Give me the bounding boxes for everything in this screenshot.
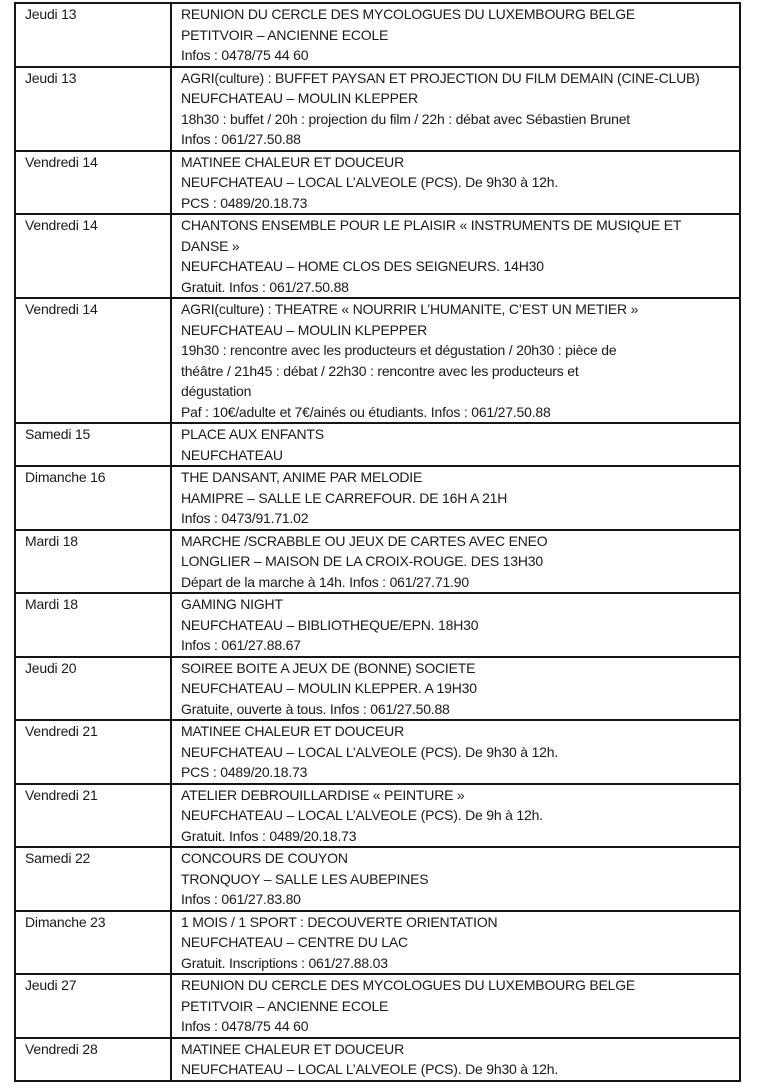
event-line: dégustation	[181, 383, 252, 399]
table-row	[15, 593, 740, 657]
event-line: Gratuite, ouverte à tous. Infos : 061/27.50.88	[181, 700, 450, 717]
event-line: HAMIPRE – SALLE LE CARREFOUR. DE 16H A 21H	[181, 489, 508, 506]
event-line: CHANTONS ENSEMBLE POUR LE PLAISIR « INSTRUMENTS DE MUSIQUE ET	[181, 217, 682, 233]
event-description	[171, 298, 740, 423]
event-line: 18h30 : buffet / 20h : projection du film / 22h : débat avec Sébastien Brunet	[181, 110, 630, 127]
event-description	[171, 911, 740, 975]
event-date: Jeudi 13	[15, 3, 171, 67]
event-line: THE DANSANT, ANIME PAR MELODIE	[181, 469, 423, 485]
event-description	[171, 530, 740, 594]
event-description	[171, 214, 740, 298]
event-date: Vendredi 14	[15, 151, 171, 215]
event-line: GAMING NIGHT	[181, 596, 283, 612]
event-date: Vendredi 21	[15, 720, 171, 784]
event-line: Infos : 061/27.83.80	[181, 891, 301, 907]
event-line: PCS : 0489/20.18.73	[181, 194, 308, 211]
event-date: Dimanche 23	[15, 911, 171, 975]
table-row	[15, 784, 740, 848]
event-date: Samedi 15	[15, 423, 171, 466]
events-table	[14, 2, 741, 1082]
event-line: AGRI(culture) : THEATRE « NOURRIR L’HUMANITE, C’EST UN METIER »	[181, 301, 639, 317]
event-description	[171, 657, 740, 721]
table-row	[15, 214, 740, 298]
table-row	[15, 423, 740, 466]
event-date: Jeudi 27	[15, 974, 171, 1038]
event-line: NEUFCHATEAU – LOCAL L’ALVEOLE (PCS). De 9h à 12h.	[181, 807, 543, 823]
event-description	[171, 593, 740, 657]
event-date: Mardi 18	[15, 530, 171, 594]
event-line: TRONQUOY – SALLE LES AUBEPINES	[181, 870, 429, 887]
table-row	[15, 847, 740, 911]
event-line: Départ de la marche à 14h. Infos : 061/27.71.90	[181, 573, 469, 590]
event-line: Infos : 0478/75 44 60	[181, 47, 309, 63]
event-line: ATELIER DEBROUILLARDISE « PEINTURE »	[181, 786, 465, 803]
table-row	[15, 298, 740, 423]
event-line: AGRI(culture) : BUFFET PAYSAN ET PROJECTION DU FILM DEMAIN (CINE-CLUB)	[181, 69, 700, 86]
event-line: NEUFCHATEAU – CENTRE DU LAC	[181, 934, 408, 950]
table-row	[15, 151, 740, 215]
event-description	[171, 151, 740, 215]
event-line: NEUFCHATEAU – LOCAL L’ALVEOLE (PCS). De 9h30 à 12h.	[181, 743, 559, 760]
events-table-body	[15, 3, 740, 1081]
table-row	[15, 657, 740, 721]
event-line: Infos : 0473/91.71.02	[181, 510, 309, 526]
event-date: Dimanche 16	[15, 466, 171, 530]
event-date: Jeudi 20	[15, 657, 171, 721]
event-line: MATINEE CHALEUR ET DOUCEUR	[181, 153, 404, 170]
event-line: PETITVOIR – ANCIENNE ECOLE	[181, 997, 389, 1014]
event-description	[171, 67, 740, 151]
event-description	[171, 784, 740, 848]
event-line: PETITVOIR – ANCIENNE ECOLE	[181, 26, 389, 43]
event-description	[171, 720, 740, 784]
event-line: PLACE AUX ENFANTS	[181, 426, 324, 442]
event-line: SOIREE BOITE A JEUX DE (BONNE) SOCIETE	[181, 659, 476, 676]
event-line: MARCHE /SCRABBLE OU JEUX DE CARTES AVEC ENEO	[181, 532, 548, 549]
event-line: DANSE »	[181, 237, 240, 254]
event-line: MATINEE CHALEUR ET DOUCEUR	[181, 1040, 404, 1057]
event-line: NEUFCHATEAU – LOCAL L’ALVEOLE (PCS). De 9h30 à 12h.	[181, 174, 559, 190]
event-description	[171, 847, 740, 911]
table-row	[15, 1038, 740, 1081]
event-date: Jeudi 13	[15, 67, 171, 151]
table-row	[15, 466, 740, 530]
table-row	[15, 720, 740, 784]
event-line: PCS : 0489/20.18.73	[181, 764, 308, 780]
event-line: CONCOURS DE COUYON	[181, 850, 348, 866]
event-line: NEUFCHATEAU – MOULIN KLEPPER. A 19H30	[181, 680, 477, 696]
event-date: Vendredi 28	[15, 1038, 171, 1081]
event-line: NEUFCHATEAU – BIBLIOTHEQUE/EPN. 18H30	[181, 616, 479, 633]
event-line: Gratuit. Inscriptions : 061/27.88.03	[181, 954, 388, 971]
event-line: REUNION DU CERCLE DES MYCOLOGUES DU LUXEMBOURG BELGE	[181, 6, 636, 22]
event-description	[171, 423, 740, 466]
table-row	[15, 974, 740, 1038]
event-line: 1 MOIS / 1 SPORT : DECOUVERTE ORIENTATION	[181, 913, 498, 930]
event-date: Vendredi 21	[15, 784, 171, 848]
table-row	[15, 911, 740, 975]
event-line: NEUFCHATEAU	[181, 446, 283, 463]
event-line: Paf : 10€/adulte et 7€/ainés ou étudiants. Infos : 061/27.50.88	[181, 403, 551, 420]
event-description	[171, 466, 740, 530]
event-line: LONGLIER – MAISON DE LA CROIX-ROUGE. DES 13H30	[181, 553, 543, 569]
event-date: Mardi 18	[15, 593, 171, 657]
table-row	[15, 530, 740, 594]
event-description	[171, 974, 740, 1038]
event-line: Gratuit. Infos : 061/27.50.88	[181, 278, 349, 295]
table-row	[15, 67, 740, 151]
event-line: NEUFCHATEAU – MOULIN KLEPPER	[181, 90, 418, 106]
event-line: Infos : 061/27.88.67	[181, 637, 301, 653]
event-date: Vendredi 14	[15, 298, 171, 423]
event-line: NEUFCHATEAU – MOULIN KLPEPPER	[181, 321, 427, 338]
event-description	[171, 1038, 740, 1081]
event-line: Infos : 061/27.50.88	[181, 131, 301, 147]
event-line: 19h30 : rencontre avec les producteurs et dégustation / 20h30 : pièce de	[181, 342, 617, 358]
event-description	[171, 3, 740, 67]
event-line: NEUFCHATEAU – LOCAL L’ALVEOLE (PCS). De 9h30 à 12h.	[181, 1061, 559, 1077]
event-line: Infos : 0478/75 44 60	[181, 1018, 309, 1034]
event-line: MATINEE CHALEUR ET DOUCEUR	[181, 723, 404, 739]
event-date: Vendredi 14	[15, 214, 171, 298]
table-row	[15, 3, 740, 67]
event-line: Gratuit. Infos : 0489/20.18.73	[181, 827, 357, 844]
event-line: théâtre / 21h45 : débat / 22h30 : rencontre avec les producteurs et	[181, 362, 579, 379]
event-line: NEUFCHATEAU – HOME CLOS DES SEIGNEURS. 14H30	[181, 258, 544, 274]
event-date: Samedi 22	[15, 847, 171, 911]
event-line: REUNION DU CERCLE DES MYCOLOGUES DU LUXEMBOURG BELGE	[181, 977, 636, 993]
